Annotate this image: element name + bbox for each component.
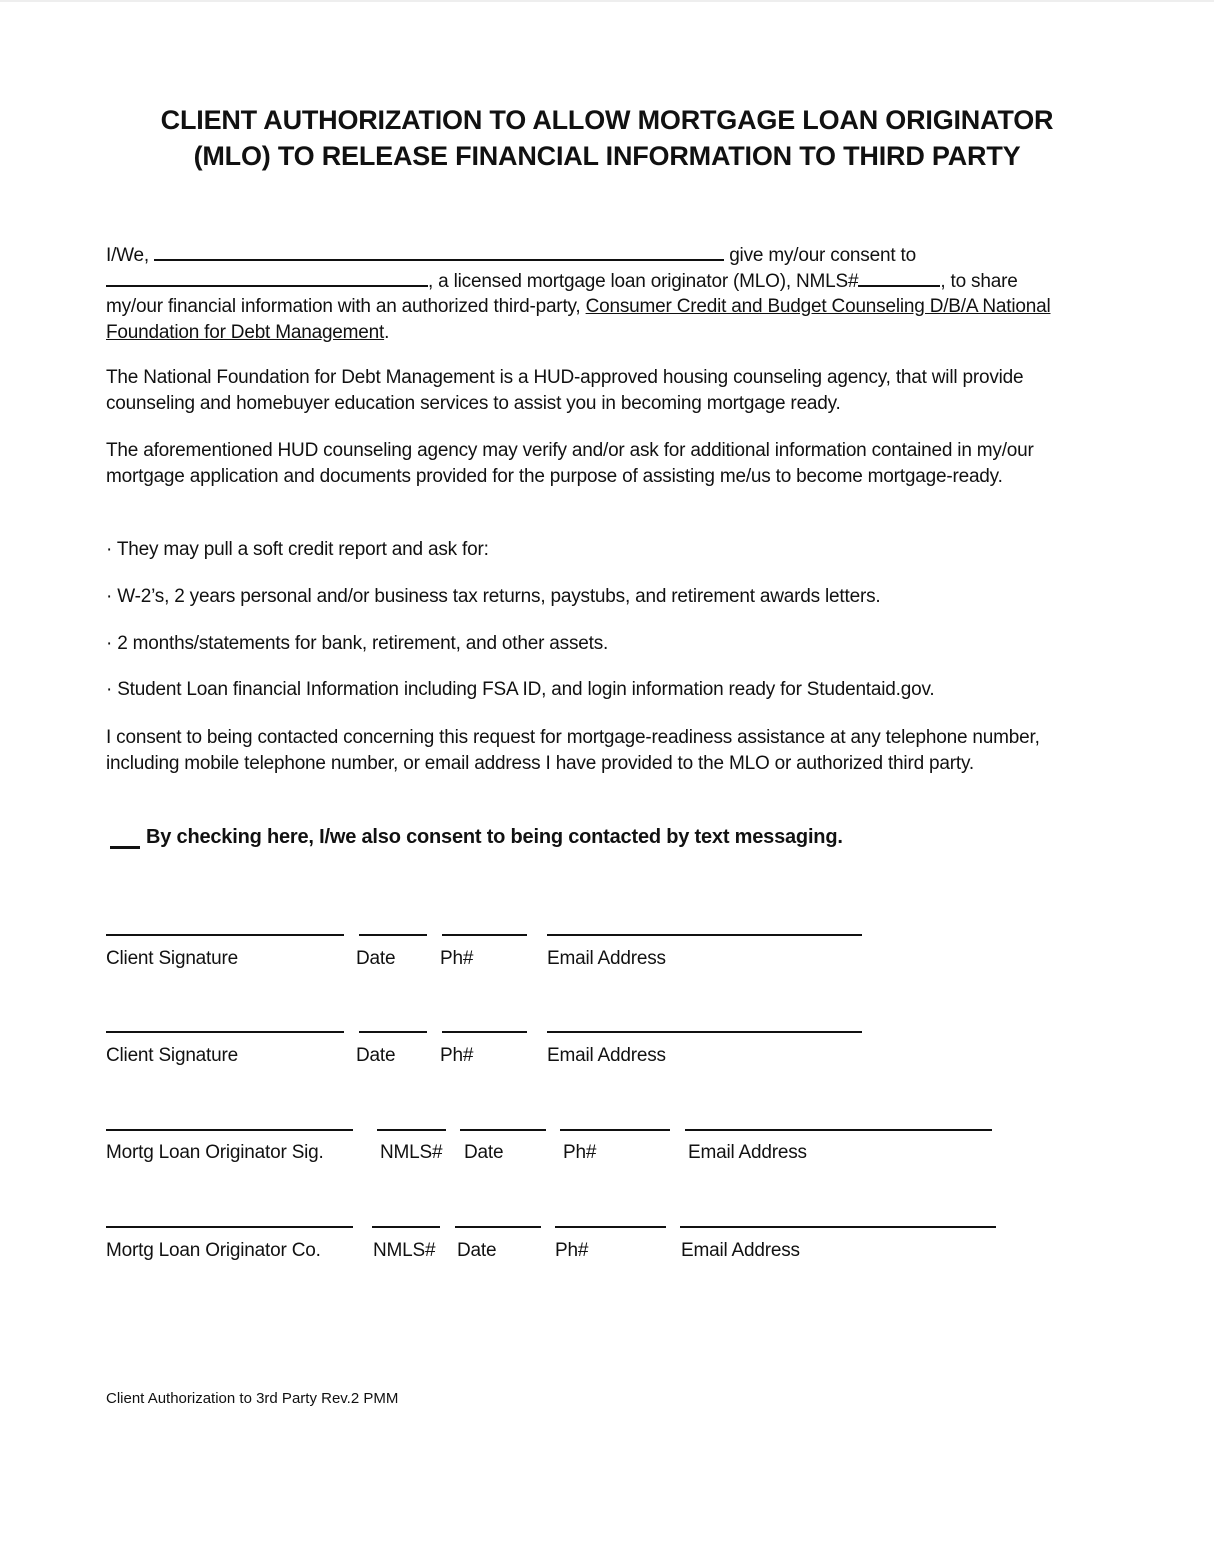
email-label: Email Address [681, 1240, 800, 1261]
date-label: Date [457, 1240, 497, 1261]
date-line[interactable] [359, 934, 427, 936]
bullet-credit-report: · They may pull a soft credit report and ask for: [106, 539, 489, 560]
client-signature-line[interactable] [106, 934, 344, 936]
date-label: Date [356, 948, 396, 969]
bullet-tax-documents: · W-2’s, 2 years personal and/or business tax returns, paystubs, and retirement awards letters. [106, 586, 881, 607]
nmls-line[interactable] [372, 1226, 440, 1228]
bullet-student-loan: · Student Loan financial Information including FSA ID, and login information ready for Studentaid.gov. [106, 679, 935, 700]
client-signature-label: Client Signature [106, 1045, 238, 1066]
intro-text: , a licensed mortgage loan originator (MLO), NMLS# [428, 270, 859, 292]
agency-name: Consumer Credit and Budget Counseling D/B/A National Foundation for Debt Management [106, 296, 1051, 343]
intro-text: give my/our consent to [729, 245, 916, 266]
nmls-label: NMLS# [373, 1240, 436, 1261]
intro-text: , to share [940, 270, 1018, 292]
client-signature-label: Client Signature [106, 948, 238, 969]
email-label: Email Address [688, 1142, 807, 1163]
agency-paragraph: The National Foundation for Debt Management is a HUD-approved housing counseling agency, that will provide counseling and homebuyer education services to assist you in becoming mortgage ready. [106, 367, 1024, 414]
nmls-line[interactable] [377, 1129, 446, 1131]
phone-line[interactable] [555, 1226, 666, 1228]
nmls-field[interactable] [858, 269, 940, 287]
email-line[interactable] [547, 934, 862, 936]
phone-label: Ph# [555, 1240, 589, 1261]
date-line[interactable] [455, 1226, 541, 1228]
text-consent-label: By checking here, I/we also consent to being contacted by text messaging. [146, 826, 843, 848]
client-signature-line[interactable] [106, 1031, 344, 1033]
date-line[interactable] [460, 1129, 546, 1131]
email-line[interactable] [547, 1031, 862, 1033]
email-line[interactable] [685, 1129, 992, 1131]
date-line[interactable] [359, 1031, 427, 1033]
nmls-label: NMLS# [380, 1142, 443, 1163]
document-footer: Client Authorization to 3rd Party Rev.2 PMM [106, 1390, 399, 1407]
phone-line[interactable] [442, 1031, 527, 1033]
mlo-company-line[interactable] [106, 1226, 353, 1228]
period: . [384, 321, 390, 343]
mlo-name-field[interactable] [106, 269, 428, 287]
verification-paragraph: The aforementioned HUD counseling agency may verify and/or ask for additional information contained in my/our mortgage application and documents provided for the purpose of assisting me/us to become mortgage-ready. [106, 440, 1034, 487]
date-label: Date [464, 1142, 504, 1163]
page-edge [0, 0, 1214, 2]
phone-label: Ph# [440, 1045, 474, 1066]
intro-paragraph [106, 243, 1116, 345]
mlo-signature-line[interactable] [106, 1129, 353, 1131]
email-label: Email Address [547, 1045, 666, 1066]
document-title-line-1: CLIENT AUTHORIZATION TO ALLOW MORTGAGE LOAN ORIGINATOR [160, 105, 1054, 135]
client-name-field[interactable] [154, 243, 724, 261]
email-line[interactable] [680, 1226, 996, 1228]
phone-line[interactable] [560, 1129, 670, 1131]
intro-text: I/We, [106, 245, 149, 266]
phone-label: Ph# [563, 1142, 597, 1163]
document-title-line-2: (MLO) TO RELEASE FINANCIAL INFORMATION TO THIRD PARTY [193, 141, 1021, 171]
intro-text: my/our financial information with an authorized third-party, [106, 296, 581, 317]
mlo-company-label: Mortg Loan Originator Co. [106, 1240, 321, 1261]
contact-consent-paragraph: I consent to being contacted concerning this request for mortgage-readiness assistance at any telephone number, including mobile telephone number, or email address I have provided to the MLO or authorized third party. [106, 727, 1040, 774]
mlo-signature-label: Mortg Loan Originator Sig. [106, 1142, 324, 1163]
text-consent-checkbox[interactable] [110, 846, 140, 849]
phone-label: Ph# [440, 948, 474, 969]
date-label: Date [356, 1045, 396, 1066]
bullet-bank-statements: · 2 months/statements for bank, retirement, and other assets. [106, 633, 609, 654]
phone-line[interactable] [442, 934, 527, 936]
email-label: Email Address [547, 948, 666, 969]
